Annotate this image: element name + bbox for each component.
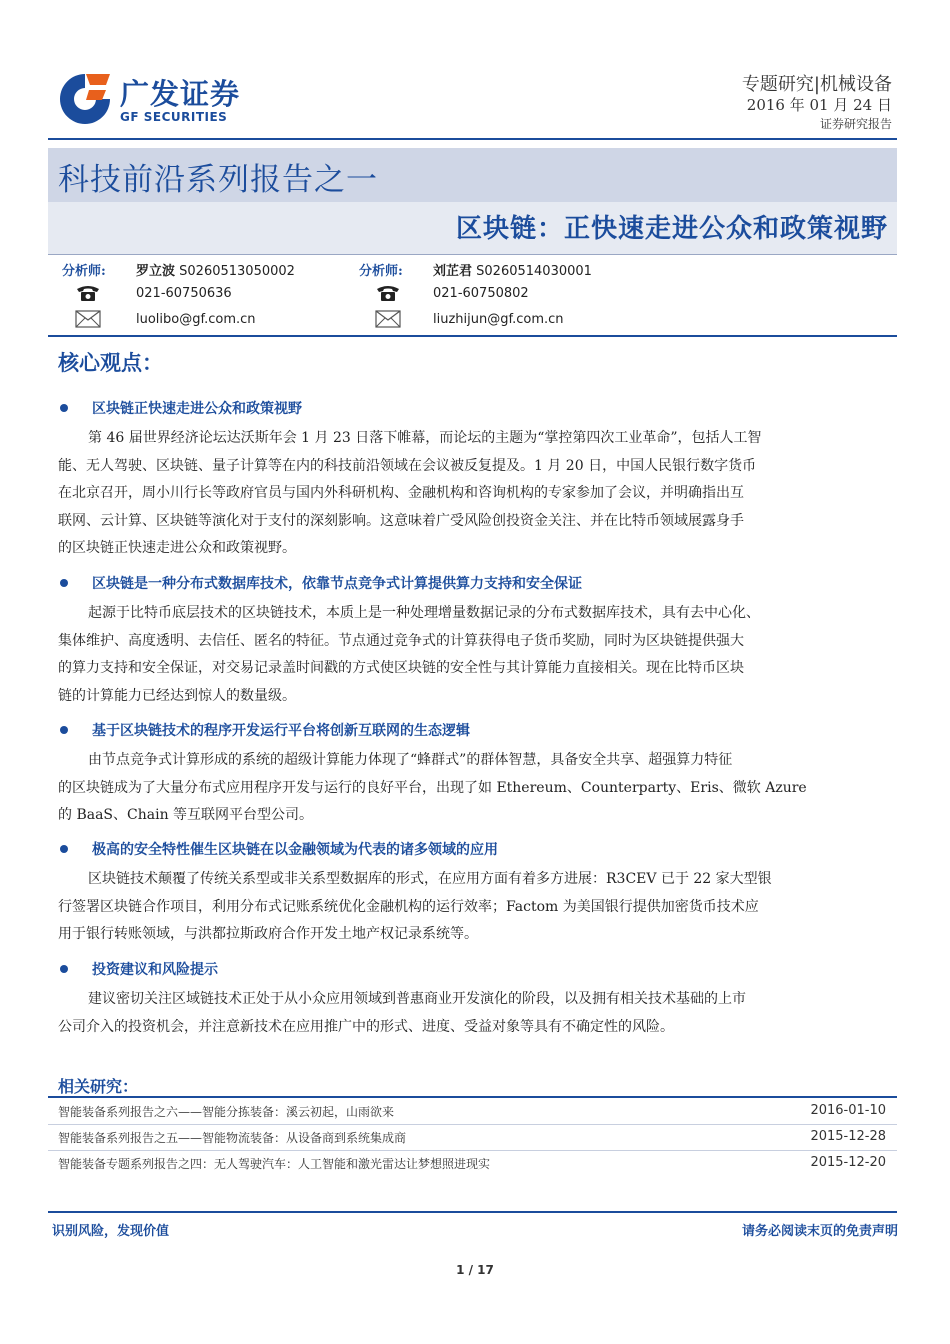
analyst-1-line bbox=[136, 260, 295, 279]
analyst-2-email[interactable]: liuzhijun@gf.com.cn bbox=[433, 312, 564, 327]
footer-divider bbox=[48, 1211, 897, 1213]
section-3-heading: 基于区块链技术的程序开发运行平台将创新互联网的生态逻辑 bbox=[92, 723, 470, 739]
analyst-1-name: 罗立波 bbox=[136, 264, 176, 279]
analyst-2-line bbox=[433, 260, 592, 279]
report-type: 证券研究报告 bbox=[819, 117, 892, 131]
related-divider bbox=[48, 1096, 897, 1098]
section-4-paragraph bbox=[58, 866, 885, 949]
related-row-divider bbox=[48, 1124, 897, 1125]
section-1-line: 能、无人驾驶、区块链、量子计算等在内的科技前沿领域在会议被反复提及。1 月 20 日，中国人民银行数字货币 bbox=[58, 457, 757, 474]
band-divider bbox=[48, 254, 897, 255]
analyst-2-id: S0260514030001 bbox=[476, 264, 592, 279]
analyst-2-label: 分析师: bbox=[359, 264, 403, 279]
section-3-paragraph bbox=[58, 747, 885, 830]
bullet-icon bbox=[60, 726, 68, 734]
bullet-icon bbox=[60, 579, 68, 587]
section-2-heading: 区块链是一种分布式数据库技术，依靠节点竞争式计算提供算力支持和安全保证 bbox=[92, 576, 582, 592]
text-line: 建议密切关注区域链技术正处于从小众应用领域到普惠商业开发演化的阶段，以及拥有相关技术基础的上市 bbox=[88, 991, 746, 1007]
section-3-line: 的区块链成为了大量分布式应用程序开发与运行的良好平台，出现了如 Ethereum、Counterparty、Eris、微软 Azure bbox=[58, 779, 807, 796]
section-1-line bbox=[58, 425, 885, 453]
mail-icon bbox=[74, 309, 102, 329]
header-divider bbox=[48, 138, 897, 140]
section-4-heading: 极高的安全特性催生区块链在以金融领域为代表的诸多领域的应用 bbox=[92, 842, 498, 858]
text-line: 由节点竞争式计算形成的系统的超级计算能力体现了“蜂群式”的群体智慧，具备安全共享、超强算力特征 bbox=[88, 752, 733, 768]
related-item-date: 2015-12-28 bbox=[810, 1129, 886, 1144]
section-1-line: 在北京召开，周小川行长等政府官员与国内外科研机构、金融机构和咨询机构的专家参加了会议，并明确指出互 bbox=[58, 485, 744, 501]
analyst-1-phone: 021-60750636 bbox=[136, 286, 232, 301]
report-date: 2016 年 01 月 24 日 bbox=[746, 96, 892, 114]
section-1-paragraph bbox=[58, 425, 885, 563]
phone-icon bbox=[374, 283, 402, 303]
section-4-line: 行签署区块链合作项目，利用分布式记账系统优化金融机构的运行效率；Factom 为美国银行提供加密货币技术应 bbox=[58, 898, 759, 915]
section-5-line bbox=[58, 986, 885, 1014]
section-2-line bbox=[58, 600, 885, 628]
section-2-line: 的算力支持和安全保证，对交易记录盖时间戳的方式使区块链的安全性与其计算能力直接相关。现在比特币区块 bbox=[58, 660, 744, 676]
related-research-title: 相关研究： bbox=[58, 1077, 139, 1096]
text-line: 区块链技术颠覆了传统关系型或非关系型数据库的形式，在应用方面有着多方进展：R3CEV 已于 22 家大型银 bbox=[88, 871, 772, 887]
gf-logo bbox=[56, 70, 256, 130]
related-item-date: 2016-01-10 bbox=[810, 1103, 886, 1118]
mail-icon bbox=[374, 309, 402, 329]
bullet-icon bbox=[60, 965, 68, 973]
core-views-title: 核心观点： bbox=[58, 350, 163, 375]
section-5-line: 公司介入的投资机会，并注意新技术在应用推广中的形式、进度、受益对象等具有不确定性的风险。 bbox=[58, 1018, 674, 1035]
section-2-paragraph bbox=[58, 600, 885, 710]
text-line: 起源于比特币底层技术的区块链技术，本质上是一种处理增量数据记录的分布式数据库技术，具有去中心化、 bbox=[88, 605, 760, 621]
analyst-1-id: S0260513050002 bbox=[179, 264, 295, 279]
related-item-date: 2015-12-20 bbox=[810, 1155, 886, 1170]
logo-english-text: GF SECURITIES bbox=[120, 110, 228, 124]
phone-icon bbox=[74, 283, 102, 303]
section-5-paragraph bbox=[58, 986, 885, 1041]
report-category: 专题研究|机械设备 bbox=[741, 74, 892, 95]
section-4-line bbox=[58, 866, 885, 894]
analyst-1-label: 分析师: bbox=[62, 264, 106, 279]
footer-disclaimer-note: 请务必阅读末页的免责声明 bbox=[741, 1224, 898, 1239]
section-2-line: 集体维护、高度透明、去信任、匿名的特征。节点通过竞争式的计算获得电子货币奖励，同时为区块链提供强大 bbox=[58, 632, 744, 649]
related-row-divider bbox=[48, 1150, 897, 1151]
text-line: 第 46 届世界经济论坛达沃斯年会 1 月 23 日落下帷幕，而论坛的主题为“掌控第四次工业革命”，包括人工智 bbox=[88, 430, 762, 446]
section-3-line: 的 BaaS、Chain 等互联网平台型公司。 bbox=[58, 807, 314, 823]
bullet-icon bbox=[60, 404, 68, 412]
report-headline: 区块链：正快速走进公众和政策视野 bbox=[455, 214, 888, 244]
section-2-line: 链的计算能力已经达到惊人的数量级。 bbox=[58, 687, 296, 704]
footer-slogan: 识别风险，发现价值 bbox=[52, 1224, 170, 1239]
section-5-heading: 投资建议和风险提示 bbox=[92, 962, 218, 978]
section-1-heading: 区块链正快速走进公众和政策视野 bbox=[92, 401, 302, 417]
page-number: 1 / 17 bbox=[456, 1263, 494, 1277]
section-4-line: 用于银行转账领域，与洪都拉斯政府合作开发土地产权记录系统等。 bbox=[58, 926, 478, 942]
series-title: 科技前沿系列报告之一 bbox=[58, 162, 378, 198]
analyst-1-email[interactable]: luolibo@gf.com.cn bbox=[136, 312, 256, 327]
logo-chinese-text: 广发证券 bbox=[120, 77, 241, 111]
analyst-divider bbox=[48, 335, 897, 337]
related-item-title[interactable]: 智能装备系列报告之六——智能分拣装备：溪云初起，山雨欲来 bbox=[58, 1105, 395, 1119]
related-item-title[interactable]: 智能装备系列报告之五——智能物流装备：从设备商到系统集成商 bbox=[58, 1131, 407, 1145]
related-item-title[interactable]: 智能装备专题系列报告之四：无人驾驶汽车：人工智能和激光雷达让梦想照进现实 bbox=[58, 1157, 491, 1171]
analyst-2-phone: 021-60750802 bbox=[433, 286, 529, 301]
section-1-line: 联网、云计算、区块链等演化对于支付的深刻影响。这意味着广受风险创投资金关注、并在比特币领域展露身手 bbox=[58, 512, 744, 529]
section-1-line: 的区块链正快速走进公众和政策视野。 bbox=[58, 540, 296, 556]
gf-logo-mark-icon bbox=[56, 70, 114, 128]
section-3-line bbox=[58, 747, 885, 775]
analyst-2-name: 刘芷君 bbox=[433, 264, 473, 279]
bullet-icon bbox=[60, 845, 68, 853]
